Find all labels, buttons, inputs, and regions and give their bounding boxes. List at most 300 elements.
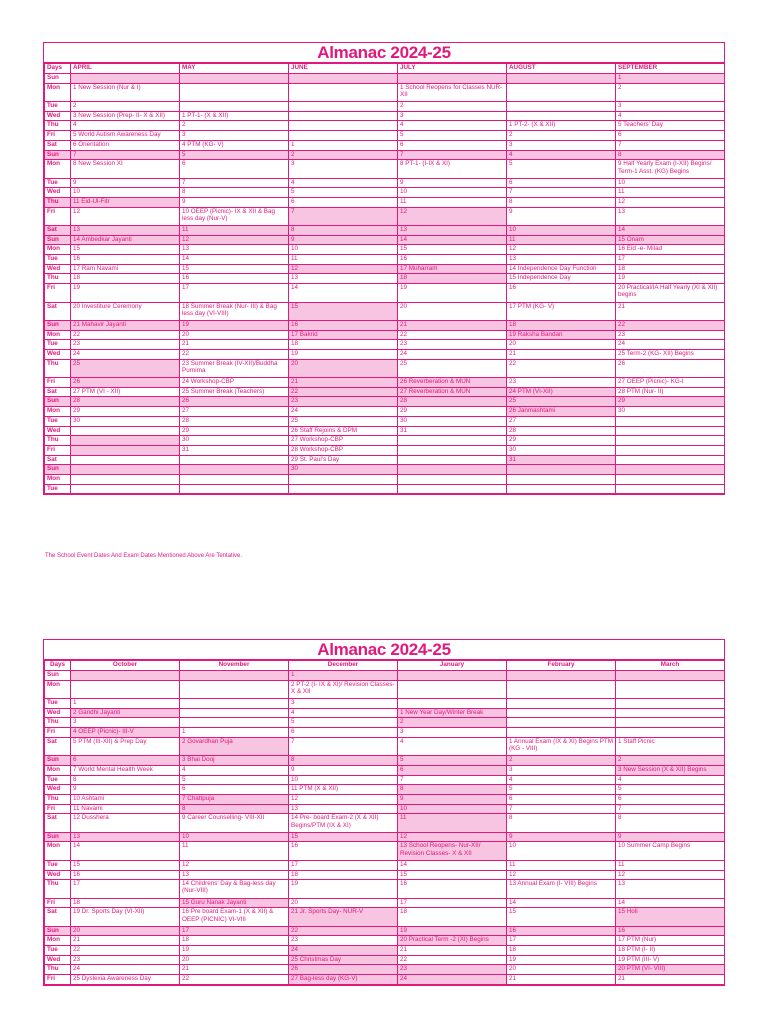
date-cell: 28 [398, 397, 507, 407]
date-cell: 9 Half Yearly Exam (I-XII) Begins/ Term-1 Asst. (KG) Begins [616, 160, 725, 178]
day-cell: Tue [45, 946, 71, 956]
date-cell: 19 [616, 274, 725, 284]
date-cell: 30 [289, 465, 398, 475]
date-cell: 21 [398, 320, 507, 330]
date-cell: 17 PTM (Nur) [616, 936, 725, 946]
table-row [45, 359, 725, 377]
day-cell: Mon [45, 245, 71, 255]
day-cell: Fri [45, 975, 71, 985]
date-cell: 6 [180, 160, 289, 178]
table-row [45, 378, 725, 388]
date-cell: 5 [616, 785, 725, 795]
day-cell: Tue [45, 102, 71, 112]
date-cell: 16 [507, 284, 616, 302]
date-cell: 23 [507, 378, 616, 388]
date-cell [616, 671, 725, 681]
date-cell: 22 [616, 320, 725, 330]
day-cell: Fri [45, 728, 71, 738]
day-cell: Wed [45, 426, 71, 436]
date-cell: 25 Summer Break (Teachers) [180, 387, 289, 397]
date-cell [398, 436, 507, 446]
date-cell: 2 [616, 756, 725, 766]
date-cell: 29 [71, 407, 180, 417]
date-cell: 19 PTM (III- V) [616, 955, 725, 965]
date-cell: 9 [71, 785, 180, 795]
date-cell [507, 699, 616, 709]
date-cell: 2 [398, 102, 507, 112]
date-cell: 22 [398, 955, 507, 965]
table-row [45, 284, 725, 302]
date-cell: 25 [507, 397, 616, 407]
date-cell: 21 [71, 936, 180, 946]
date-cell: 18 Summer Break (Nur- III) & Bag less day (VI-VIII) [180, 302, 289, 320]
table-row [45, 465, 725, 475]
date-cell: 14 [398, 235, 507, 245]
date-cell: 11 [289, 255, 398, 265]
date-cell: 13 Annual Exam (I- VIII) Begins [507, 880, 616, 898]
date-cell: 3 [289, 699, 398, 709]
date-cell [507, 484, 616, 494]
date-cell [71, 74, 180, 84]
date-cell: 7 [398, 150, 507, 160]
date-cell: 1 Staff Picnic [616, 737, 725, 755]
date-cell: 23 [289, 397, 398, 407]
date-cell: 12 [507, 245, 616, 255]
almanac-table-1 [44, 63, 725, 494]
day-cell: Wed [45, 785, 71, 795]
date-cell: 1 [71, 699, 180, 709]
table-row [45, 102, 725, 112]
date-cell [289, 484, 398, 494]
date-cell: 31 [398, 426, 507, 436]
date-cell: 9 Career Counselling- VIII-XII [180, 814, 289, 832]
date-cell: 5 [180, 775, 289, 785]
day-cell: Wed [45, 264, 71, 274]
date-cell [616, 699, 725, 709]
date-cell [507, 465, 616, 475]
date-cell: 24 Workshop-CBP [180, 378, 289, 388]
table-row [45, 794, 725, 804]
table-row [45, 484, 725, 494]
date-cell [616, 436, 725, 446]
date-cell [71, 445, 180, 455]
table-row [45, 898, 725, 908]
date-cell: 30 [71, 416, 180, 426]
date-cell: 6 [398, 765, 507, 775]
date-cell: 11 [180, 226, 289, 236]
date-cell: 2 [180, 121, 289, 131]
date-cell: 10 OEEP (Picnic)- IX & XII & Bag less day (Nur-V) [180, 207, 289, 225]
date-cell: 21 [180, 340, 289, 350]
date-cell: 30 [616, 407, 725, 417]
date-cell: 21 [289, 378, 398, 388]
date-cell: 17 [507, 936, 616, 946]
day-cell: Sat [45, 814, 71, 832]
day-cell: Mon [45, 407, 71, 417]
day-cell: Sun [45, 74, 71, 84]
date-cell [180, 74, 289, 84]
day-cell: Wed [45, 870, 71, 880]
date-cell: 26 Staff Rejoins & DPM [289, 426, 398, 436]
date-cell: 7 [71, 150, 180, 160]
date-cell: 22 [71, 946, 180, 956]
date-cell: 23 [71, 955, 180, 965]
date-cell: 3 [180, 131, 289, 141]
date-cell: 21 [616, 975, 725, 985]
date-cell: 16 [398, 880, 507, 898]
date-cell: 29 [507, 436, 616, 446]
date-cell: 20 [507, 340, 616, 350]
date-cell: 15 [289, 302, 398, 320]
date-cell: 3 Bhai Dooj [180, 756, 289, 766]
date-cell: 20 [507, 965, 616, 975]
date-cell: 14 Pre- board Exam-2 (X & XII) Begins/PTM (IX & XI) [289, 814, 398, 832]
day-cell: Sun [45, 671, 71, 681]
month-header: March [616, 661, 725, 671]
table-row [45, 83, 725, 101]
date-cell: 16 [71, 255, 180, 265]
date-cell: 6 Orientation [71, 140, 180, 150]
date-cell: 4 [180, 765, 289, 775]
table-row [45, 926, 725, 936]
date-cell: 17 [180, 284, 289, 302]
date-cell: 1 [616, 74, 725, 84]
day-cell: Sun [45, 235, 71, 245]
date-cell [180, 83, 289, 101]
day-cell: Thu [45, 121, 71, 131]
date-cell: 5 [398, 131, 507, 141]
table-row [45, 455, 725, 465]
date-cell: 19 [289, 880, 398, 898]
day-cell: Sat [45, 455, 71, 465]
date-cell [71, 436, 180, 446]
table-row [45, 350, 725, 360]
day-cell: Sun [45, 756, 71, 766]
day-cell: Thu [45, 274, 71, 284]
date-cell [507, 74, 616, 84]
date-cell [289, 83, 398, 101]
date-cell [180, 465, 289, 475]
day-cell: Sun [45, 926, 71, 936]
date-cell: 13 [289, 274, 398, 284]
date-cell [398, 680, 507, 698]
day-cell: Sat [45, 302, 71, 320]
date-cell [180, 699, 289, 709]
date-cell: 6 [71, 756, 180, 766]
date-cell: 21 [398, 946, 507, 956]
almanac-table-2 [44, 660, 725, 985]
date-cell: 21 [507, 975, 616, 985]
date-cell: 17 [180, 926, 289, 936]
date-cell [71, 465, 180, 475]
date-cell: 22 [398, 330, 507, 340]
date-cell: 15 Guru Nanak Jayanti [180, 898, 289, 908]
date-cell: 1 New Session (Nur & I) [71, 83, 180, 101]
day-cell: Mon [45, 474, 71, 484]
date-cell: 17 [398, 898, 507, 908]
date-cell: 18 [507, 946, 616, 956]
date-cell: 29 [616, 397, 725, 407]
date-cell: 2 [71, 102, 180, 112]
date-cell: 4 [616, 111, 725, 121]
table-row [45, 197, 725, 207]
date-cell: 4 PTM (KG- V) [180, 140, 289, 150]
table-row [45, 880, 725, 898]
date-cell: 24 [289, 407, 398, 417]
date-cell: 22 [71, 330, 180, 340]
date-cell: 27 PTM (VI - XII) [71, 387, 180, 397]
day-cell: Tue [45, 340, 71, 350]
date-cell: 16 Pre board Exam-1 (X & XII) & OEEP (PICNIC) VI-VIII [180, 908, 289, 926]
date-cell: 7 [616, 804, 725, 814]
date-cell: 20 Practical Term -2 (XI) Begins [398, 936, 507, 946]
date-cell: 13 [616, 207, 725, 225]
date-cell [180, 102, 289, 112]
date-cell: 3 [616, 102, 725, 112]
date-cell: 26 [616, 359, 725, 377]
date-cell: 10 [507, 842, 616, 860]
date-cell: 22 [507, 359, 616, 377]
date-cell: 5 [180, 150, 289, 160]
day-cell: Mon [45, 160, 71, 178]
date-cell: 5 [289, 718, 398, 728]
table-row [45, 708, 725, 718]
date-cell: 1 PT-2- (X & XII) [507, 121, 616, 131]
date-cell [616, 465, 725, 475]
date-cell: 23 [616, 330, 725, 340]
date-cell: 3 [289, 160, 398, 178]
date-cell [180, 484, 289, 494]
day-cell: Fri [45, 131, 71, 141]
table-row [45, 407, 725, 417]
date-cell: 8 [289, 756, 398, 766]
day-cell: Sat [45, 140, 71, 150]
date-cell [289, 474, 398, 484]
date-cell: 17 Ram Navami [71, 264, 180, 274]
date-cell: 11 Navami [71, 804, 180, 814]
day-cell: Sun [45, 150, 71, 160]
date-cell: 10 [398, 188, 507, 198]
date-cell: 16 [71, 870, 180, 880]
date-cell [289, 131, 398, 141]
date-cell [616, 718, 725, 728]
table-row [45, 178, 725, 188]
date-cell: 3 [507, 765, 616, 775]
date-cell: 8 PT-1- (I-IX & XI) [398, 160, 507, 178]
date-cell: 25 [289, 416, 398, 426]
date-cell: 27 Bag-less day (KG-V) [289, 975, 398, 985]
day-cell: Mon [45, 842, 71, 860]
day-cell: Tue [45, 178, 71, 188]
date-cell: 11 [507, 235, 616, 245]
date-cell: 4 [398, 737, 507, 755]
date-cell: 4 [71, 121, 180, 131]
almanac-title-2: Almanac 2024-25 [44, 640, 724, 660]
date-cell: 23 [398, 965, 507, 975]
date-cell [398, 474, 507, 484]
table-row [45, 226, 725, 236]
date-cell: 1 New Year Day/Winter Break [398, 708, 507, 718]
date-cell [289, 74, 398, 84]
date-cell: 9 [180, 197, 289, 207]
date-cell: 17 [616, 255, 725, 265]
date-cell: 27 [180, 407, 289, 417]
table-row [45, 245, 725, 255]
table-row [45, 860, 725, 870]
date-cell: 13 School Reopens- Nur-XII/ Revision Classes- X & XII [398, 842, 507, 860]
date-cell: 2 PT-2 (I- IX & XI)/ Revision Classes- X & XII [289, 680, 398, 698]
date-cell: 29 [398, 407, 507, 417]
date-cell: 10 [398, 804, 507, 814]
date-cell: 21 Jr. Sports Day- NUR-V [289, 908, 398, 926]
table-row [45, 160, 725, 178]
date-cell: 24 [398, 975, 507, 985]
day-cell: Thu [45, 197, 71, 207]
table-row [45, 111, 725, 121]
date-cell [398, 465, 507, 475]
date-cell: 23 [71, 340, 180, 350]
day-cell: Sun [45, 465, 71, 475]
date-cell: 12 [71, 207, 180, 225]
date-cell: 14 [507, 898, 616, 908]
date-cell: 9 [289, 765, 398, 775]
date-cell: 22 [180, 350, 289, 360]
date-cell: 24 [289, 946, 398, 956]
date-cell: 19 [398, 284, 507, 302]
date-cell: 13 [398, 226, 507, 236]
table-row [45, 436, 725, 446]
date-cell: 2 [616, 83, 725, 101]
month-header: February [507, 661, 616, 671]
day-cell: Tue [45, 775, 71, 785]
date-cell: 3 New Session (X & XII) Begins [616, 765, 725, 775]
date-cell: 5 [398, 756, 507, 766]
date-cell: 27 Reverberation & MUN [398, 387, 507, 397]
date-cell: 17 [289, 860, 398, 870]
date-cell: 7 [507, 804, 616, 814]
date-cell [398, 699, 507, 709]
almanac-apr-sep [43, 42, 725, 495]
date-cell [398, 445, 507, 455]
date-cell: 6 [616, 131, 725, 141]
date-cell: 15 Independence Day [507, 274, 616, 284]
date-cell: 14 Independence Day Function [507, 264, 616, 274]
table-row [45, 785, 725, 795]
table-row [45, 140, 725, 150]
date-cell: 6 [289, 197, 398, 207]
date-cell: 1 School Reopens for Classes NUR- XII [398, 83, 507, 101]
date-cell: 12 [289, 794, 398, 804]
date-cell: 31 [180, 445, 289, 455]
table-row [45, 207, 725, 225]
date-cell [71, 484, 180, 494]
date-cell: 18 [71, 274, 180, 284]
table-row [45, 397, 725, 407]
date-cell: 21 [180, 965, 289, 975]
table-row [45, 804, 725, 814]
date-cell: 24 [71, 965, 180, 975]
day-cell: Tue [45, 484, 71, 494]
date-cell: 26 Reverberation & MUN [398, 378, 507, 388]
date-cell: 11 [398, 197, 507, 207]
date-cell: 16 [289, 320, 398, 330]
date-cell: 8 New Session XI [71, 160, 180, 178]
date-cell: 12 Dusshera [71, 814, 180, 832]
date-cell: 24 PTM (VI-XII) [507, 387, 616, 397]
date-cell: 24 [616, 340, 725, 350]
date-cell: 3 New Session (Prep- II- X & XII) [71, 111, 180, 121]
table-row [45, 302, 725, 320]
date-cell: 29 [180, 426, 289, 436]
almanac-oct-mar [43, 639, 725, 986]
date-cell: 20 [398, 302, 507, 320]
table-row [45, 728, 725, 738]
date-cell: 13 [616, 880, 725, 898]
date-cell [71, 455, 180, 465]
month-header: November [180, 661, 289, 671]
date-cell: 1 [289, 140, 398, 150]
almanac-title-1: Almanac 2024-25 [44, 43, 724, 63]
date-cell [507, 671, 616, 681]
day-cell: Mon [45, 936, 71, 946]
date-cell: 10 [507, 226, 616, 236]
date-cell: 9 [289, 235, 398, 245]
date-cell: 22 [289, 387, 398, 397]
date-cell [71, 680, 180, 698]
date-cell: 1 Annual Exam (IX & XI) Begins PTM (KG - VIII) [507, 737, 616, 755]
date-cell: 8 [398, 785, 507, 795]
date-cell: 5 [507, 160, 616, 178]
day-cell: Fri [45, 207, 71, 225]
date-cell: 10 [616, 178, 725, 188]
date-cell [71, 671, 180, 681]
date-cell [616, 680, 725, 698]
days-header: Days [45, 661, 71, 671]
table-row [45, 188, 725, 198]
table-row [45, 255, 725, 265]
month-header: MAY [180, 64, 289, 74]
date-cell: 4 [398, 121, 507, 131]
date-cell: 15 [289, 832, 398, 842]
day-cell: Fri [45, 804, 71, 814]
date-cell: 11 [398, 814, 507, 832]
date-cell: 17 Muharram [398, 264, 507, 274]
date-cell: 15 [180, 264, 289, 274]
date-cell: 16 [289, 842, 398, 860]
date-cell: 12 [507, 870, 616, 880]
day-cell: Mon [45, 83, 71, 101]
date-cell: 6 [616, 794, 725, 804]
date-cell: 13 [180, 245, 289, 255]
month-header: December [289, 661, 398, 671]
date-cell: 4 OEEP (Picnic)- III-V [71, 728, 180, 738]
month-header: JULY [398, 64, 507, 74]
date-cell [398, 455, 507, 465]
date-cell: 6 [507, 178, 616, 188]
date-cell: 12 [289, 264, 398, 274]
date-cell [180, 474, 289, 484]
month-header: APRIL [71, 64, 180, 74]
date-cell: 10 [180, 832, 289, 842]
date-cell: 21 Mahavir Jayanti [71, 320, 180, 330]
date-cell [507, 728, 616, 738]
date-cell: 20 [289, 898, 398, 908]
date-cell: 14 [71, 842, 180, 860]
table-row [45, 737, 725, 755]
date-cell: 30 [180, 436, 289, 446]
date-cell: 3 [71, 718, 180, 728]
date-cell: 3 [398, 111, 507, 121]
